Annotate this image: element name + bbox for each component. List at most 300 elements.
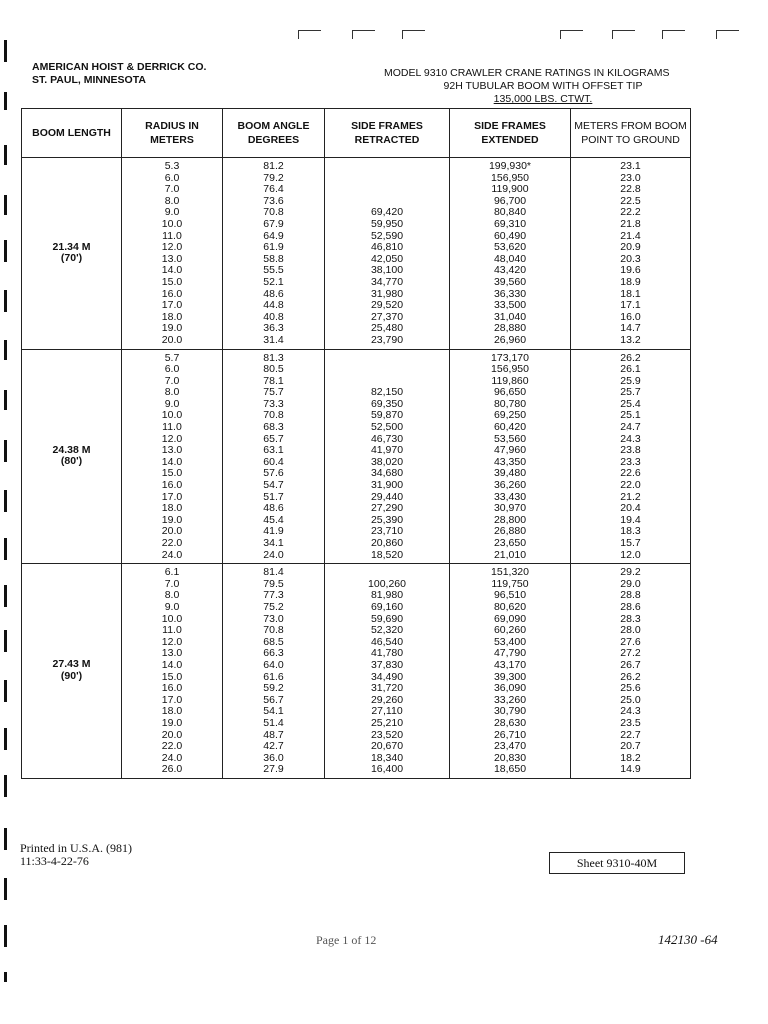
cell-retracted: 25,480 bbox=[370, 322, 404, 335]
cell-ground: 12.0 bbox=[620, 548, 641, 561]
cell-retracted bbox=[325, 173, 449, 185]
cell-ground: 21.2 bbox=[620, 490, 641, 503]
cell-ground: 29.0 bbox=[620, 577, 641, 590]
cell-extended: 26,880 bbox=[493, 525, 527, 538]
binding-mark bbox=[4, 728, 7, 750]
cell-radius: 24.0 bbox=[161, 548, 183, 561]
cell-extended: 39,480 bbox=[493, 467, 527, 480]
cell-retracted: 100,260 bbox=[368, 577, 406, 590]
cell-angle: 61.6 bbox=[263, 670, 284, 683]
cell-radius: 12.0 bbox=[161, 241, 183, 254]
boom-length-feet: (90') bbox=[60, 670, 83, 683]
cell-angle: 44.8 bbox=[263, 299, 284, 312]
cell-extended: 30,790 bbox=[493, 705, 527, 718]
cell-radius: 12.0 bbox=[161, 635, 183, 648]
handwritten-note: 142130 -64 bbox=[658, 932, 718, 947]
cell-ground: 27.6 bbox=[620, 635, 641, 648]
cell-ground: 21.8 bbox=[620, 217, 641, 230]
col-ground bbox=[571, 158, 691, 350]
cell-extended: 23,650 bbox=[493, 537, 527, 549]
cell-radius: 5.7 bbox=[164, 351, 180, 364]
cell-extended: 151,320 bbox=[491, 566, 529, 579]
binding-mark bbox=[4, 828, 7, 850]
cell-angle: 75.7 bbox=[263, 386, 284, 399]
cell-extended: 28,800 bbox=[493, 513, 527, 526]
model-subtitle: 92H TUBULAR BOOM WITH OFFSET TIP bbox=[443, 80, 643, 92]
cell-angle: 77.3 bbox=[263, 589, 284, 602]
cell-extended: 43,170 bbox=[493, 658, 527, 671]
cell-angle: 48.7 bbox=[263, 728, 284, 741]
cell-radius: 6.1 bbox=[164, 566, 180, 579]
cell-radius: 19.0 bbox=[161, 322, 183, 335]
cell-radius: 18.0 bbox=[161, 502, 183, 515]
cell-retracted: 31,980 bbox=[370, 287, 404, 300]
cell-retracted: 69,350 bbox=[370, 397, 404, 410]
cell-retracted: 31,720 bbox=[370, 682, 404, 695]
cell-extended: 69,250 bbox=[493, 409, 527, 422]
cell-radius: 11.0 bbox=[162, 229, 182, 242]
cell-extended: 30,970 bbox=[493, 502, 527, 515]
cell-ground: 22.8 bbox=[620, 183, 641, 196]
cell-extended: 48,040 bbox=[493, 252, 527, 265]
model-title: MODEL 9310 CRAWLER CRANE RATINGS IN KILOGRAMS bbox=[384, 67, 670, 79]
boom-group-row bbox=[22, 564, 691, 779]
cell-angle: 51.7 bbox=[263, 490, 284, 503]
cell-radius: 6.0 bbox=[164, 171, 180, 184]
cell-ground: 20.7 bbox=[620, 740, 641, 753]
cell-angle: 52.1 bbox=[263, 275, 284, 288]
cell-angle: 66.3 bbox=[263, 647, 284, 660]
table-header-row bbox=[22, 109, 691, 158]
cell-angle: 75.2 bbox=[263, 600, 284, 613]
header-side-retracted: SIDE FRAMES RETRACTED bbox=[325, 109, 450, 158]
col-ground bbox=[571, 564, 691, 779]
cell-radius: 9.0 bbox=[164, 206, 180, 219]
cell-angle: 73.0 bbox=[263, 612, 284, 625]
cell-angle: 48.6 bbox=[263, 287, 284, 300]
cell-angle: 64.0 bbox=[263, 658, 284, 671]
cell-radius: 22.0 bbox=[161, 740, 183, 753]
cell-ground: 23.1 bbox=[620, 160, 641, 172]
col-angle bbox=[223, 564, 325, 779]
cell-extended: 43,420 bbox=[493, 264, 527, 277]
cell-angle: 24.0 bbox=[263, 548, 284, 561]
cell-extended: 36,090 bbox=[493, 682, 527, 695]
cell-retracted: 23,520 bbox=[370, 728, 404, 741]
printed-in: Printed in U.S.A. (981) bbox=[20, 841, 132, 855]
cell-retracted: 29,260 bbox=[370, 693, 404, 706]
cell-angle: 79.5 bbox=[263, 577, 284, 590]
cell-retracted: 23,710 bbox=[370, 525, 404, 538]
cell-angle: 56.7 bbox=[263, 693, 284, 706]
cell-retracted: 41,970 bbox=[370, 444, 404, 457]
binding-mark bbox=[4, 775, 7, 797]
cell-retracted: 18,340 bbox=[370, 751, 404, 764]
cell-ground: 25.9 bbox=[620, 374, 641, 387]
cell-ground: 25.1 bbox=[620, 409, 641, 422]
cell-ground: 29.2 bbox=[620, 566, 641, 579]
cell-radius: 22.0 bbox=[161, 537, 183, 549]
cell-radius: 9.0 bbox=[164, 397, 180, 410]
cell-radius: 13.0 bbox=[161, 647, 183, 660]
cell-extended: 36,260 bbox=[493, 479, 527, 492]
binding-mark bbox=[4, 680, 7, 702]
cell-extended: 119,750 bbox=[491, 577, 529, 590]
col-radius bbox=[122, 158, 223, 350]
page-number: Page 1 of 12 bbox=[316, 933, 377, 947]
cell-angle: 76.4 bbox=[263, 183, 284, 196]
cell-radius: 8.0 bbox=[164, 386, 180, 399]
cell-ground: 26.2 bbox=[620, 670, 641, 683]
header-radius: RADIUS IN METERS bbox=[122, 109, 223, 158]
print-info bbox=[20, 842, 132, 868]
cell-radius: 17.0 bbox=[161, 490, 183, 503]
print-code: 11:33-4-22-76 bbox=[20, 854, 89, 868]
cell-extended: 80,780 bbox=[493, 397, 527, 410]
binding-mark bbox=[4, 290, 7, 312]
cell-radius: 10.0 bbox=[161, 612, 183, 625]
cell-extended: 80,620 bbox=[493, 600, 527, 613]
scan-mark bbox=[298, 30, 321, 39]
cell-angle: 51.4 bbox=[263, 716, 284, 729]
cell-ground: 15.7 bbox=[620, 537, 641, 549]
binding-mark bbox=[4, 925, 7, 947]
cell-retracted: 38,100 bbox=[370, 264, 404, 277]
cell-ground: 21.4 bbox=[620, 229, 641, 242]
cell-ground: 18.2 bbox=[620, 751, 641, 764]
col-retracted bbox=[325, 158, 450, 350]
cell-extended: 119,860 bbox=[491, 374, 529, 387]
cell-angle: 78.1 bbox=[263, 374, 284, 387]
cell-ground: 13.2 bbox=[620, 333, 641, 346]
model-header bbox=[384, 67, 702, 106]
cell-extended: 26,960 bbox=[493, 333, 527, 346]
cell-retracted: 81,980 bbox=[370, 589, 404, 602]
cell-extended: 119,900 bbox=[491, 183, 529, 196]
cell-radius: 14.0 bbox=[161, 455, 183, 468]
cell-extended: 23,470 bbox=[493, 740, 527, 753]
cell-ground: 23.0 bbox=[620, 171, 641, 184]
scan-mark bbox=[662, 30, 685, 39]
scan-mark bbox=[612, 30, 635, 39]
col-extended bbox=[450, 158, 571, 350]
cell-ground: 22.6 bbox=[620, 467, 641, 480]
cell-ground: 26.7 bbox=[620, 658, 641, 671]
cell-retracted: 31,900 bbox=[370, 479, 404, 492]
cell-extended: 60,490 bbox=[493, 229, 527, 242]
cell-ground: 18.1 bbox=[620, 287, 641, 300]
cell-ground: 25.4 bbox=[620, 397, 641, 410]
col-extended bbox=[450, 349, 571, 564]
cell-angle: 61.9 bbox=[263, 241, 284, 254]
cell-extended: 47,960 bbox=[493, 444, 527, 457]
header-meters-ground: METERS FROM BOOM POINT TO GROUND bbox=[571, 109, 691, 158]
cell-angle: 81.3 bbox=[263, 351, 284, 364]
cell-angle: 63.1 bbox=[263, 444, 284, 457]
boom-length-cell bbox=[22, 158, 122, 350]
cell-retracted bbox=[325, 184, 449, 196]
boom-length-meters: 21.34 M bbox=[52, 240, 91, 253]
cell-extended: 96,650 bbox=[493, 386, 527, 399]
cell-angle: 65.7 bbox=[263, 432, 284, 445]
cell-retracted: 27,110 bbox=[371, 705, 403, 718]
cell-angle: 57.6 bbox=[263, 467, 284, 480]
cell-extended: 173,170 bbox=[491, 351, 529, 364]
cell-ground: 14.7 bbox=[620, 322, 641, 335]
cell-ground: 19.6 bbox=[620, 264, 641, 277]
cell-angle: 73.6 bbox=[263, 194, 284, 207]
cell-extended: 53,560 bbox=[493, 432, 527, 445]
cell-radius: 19.0 bbox=[161, 513, 183, 526]
boom-length-meters: 27.43 M bbox=[52, 658, 91, 671]
cell-retracted: 59,690 bbox=[370, 612, 404, 625]
cell-extended: 43,350 bbox=[493, 455, 527, 468]
cell-extended: 28,630 bbox=[493, 716, 527, 729]
cell-angle: 48.6 bbox=[263, 502, 284, 515]
cell-extended: 39,560 bbox=[493, 275, 527, 288]
cell-angle: 81.2 bbox=[263, 160, 284, 172]
cell-ground: 20.9 bbox=[620, 241, 641, 254]
cell-retracted bbox=[325, 353, 449, 365]
boom-group-row bbox=[22, 158, 691, 350]
cell-extended: 60,420 bbox=[493, 421, 527, 434]
cell-retracted: 23,790 bbox=[370, 333, 404, 346]
cell-radius: 20.0 bbox=[161, 333, 183, 346]
cell-ground: 16.0 bbox=[620, 310, 641, 323]
cell-ground: 28.3 bbox=[620, 612, 641, 625]
col-angle bbox=[223, 349, 325, 564]
cell-retracted: 42,050 bbox=[370, 252, 404, 265]
col-retracted bbox=[325, 349, 450, 564]
cell-radius: 11.0 bbox=[162, 624, 182, 637]
cell-retracted: 59,870 bbox=[370, 409, 404, 422]
cell-angle: 67.9 bbox=[263, 217, 284, 230]
cell-radius: 17.0 bbox=[161, 693, 183, 706]
cell-radius: 8.0 bbox=[164, 194, 180, 207]
cell-angle: 68.3 bbox=[263, 421, 284, 434]
scan-mark bbox=[716, 30, 739, 39]
cell-extended: 199,930* bbox=[488, 160, 532, 172]
scan-mark bbox=[352, 30, 375, 39]
cell-angle: 64.9 bbox=[263, 229, 284, 242]
cell-retracted: 37,830 bbox=[370, 658, 404, 671]
cell-retracted: 29,520 bbox=[370, 299, 404, 312]
cell-ground: 27.2 bbox=[620, 647, 641, 660]
cell-angle: 54.1 bbox=[263, 705, 284, 718]
cell-extended: 80,840 bbox=[493, 206, 527, 219]
cell-ground: 28.6 bbox=[620, 600, 641, 613]
cell-extended: 33,260 bbox=[493, 693, 527, 706]
binding-mark bbox=[4, 490, 7, 512]
scan-mark bbox=[560, 30, 583, 39]
binding-mark bbox=[4, 92, 7, 110]
cell-angle: 27.9 bbox=[263, 763, 284, 776]
cell-extended: 20,830 bbox=[493, 751, 527, 764]
company-name: AMERICAN HOIST & DERRICK CO. bbox=[32, 61, 207, 73]
cell-radius: 14.0 bbox=[161, 264, 183, 277]
cell-radius: 17.0 bbox=[161, 299, 183, 312]
cell-retracted: 18,520 bbox=[370, 548, 404, 561]
cell-radius: 20.0 bbox=[161, 728, 183, 741]
cell-radius: 13.0 bbox=[161, 444, 183, 457]
cell-ground: 23.5 bbox=[620, 716, 641, 729]
cell-angle: 42.7 bbox=[263, 740, 284, 753]
cell-retracted bbox=[325, 364, 449, 376]
col-extended bbox=[450, 564, 571, 779]
cell-extended: 33,430 bbox=[493, 490, 527, 503]
col-ground bbox=[571, 349, 691, 564]
boom-length-feet: (70') bbox=[60, 252, 83, 265]
cell-ground: 18.9 bbox=[620, 275, 641, 288]
cell-angle: 79.2 bbox=[263, 171, 284, 184]
cell-radius: 20.0 bbox=[161, 525, 183, 538]
cell-extended: 60,260 bbox=[493, 624, 527, 637]
cell-retracted: 27,290 bbox=[370, 502, 404, 515]
boom-length-cell bbox=[22, 349, 122, 564]
cell-ground: 26.2 bbox=[620, 351, 641, 364]
binding-mark bbox=[4, 195, 7, 215]
cell-ground: 25.6 bbox=[620, 682, 641, 695]
binding-mark bbox=[4, 538, 7, 560]
cell-retracted: 46,730 bbox=[370, 432, 404, 445]
cell-ground: 23.8 bbox=[620, 444, 641, 457]
cell-extended: 31,040 bbox=[493, 310, 527, 323]
cell-ground: 25.0 bbox=[620, 693, 641, 706]
scan-mark bbox=[402, 30, 425, 39]
cell-extended: 47,790 bbox=[493, 647, 527, 660]
cell-angle: 81.4 bbox=[263, 566, 284, 579]
cell-radius: 19.0 bbox=[161, 716, 183, 729]
cell-angle: 36.3 bbox=[263, 322, 284, 335]
cell-extended: 39,300 bbox=[493, 670, 527, 683]
cell-angle: 45.4 bbox=[263, 513, 284, 526]
cell-angle: 54.7 bbox=[263, 479, 284, 492]
cell-extended: 156,950 bbox=[491, 171, 529, 184]
cell-extended: 69,090 bbox=[493, 612, 527, 625]
cell-radius: 24.0 bbox=[161, 751, 183, 764]
cell-angle: 73.3 bbox=[263, 397, 284, 410]
binding-mark bbox=[4, 878, 7, 900]
binding-mark bbox=[4, 585, 7, 607]
binding-mark bbox=[4, 390, 7, 410]
cell-radius: 13.0 bbox=[161, 252, 183, 265]
cell-radius: 16.0 bbox=[161, 682, 183, 695]
cell-radius: 12.0 bbox=[161, 432, 183, 445]
cell-ground: 14.9 bbox=[620, 763, 641, 776]
cell-retracted: 46,810 bbox=[370, 241, 404, 254]
cell-retracted: 46,540 bbox=[370, 635, 404, 648]
boom-length-cell bbox=[22, 564, 122, 779]
cell-ground: 22.5 bbox=[620, 194, 641, 207]
cell-retracted bbox=[325, 161, 449, 173]
cell-radius: 7.0 bbox=[164, 577, 180, 590]
cell-angle: 80.5 bbox=[263, 363, 284, 376]
cell-extended: 96,510 bbox=[493, 589, 527, 602]
cell-angle: 36.0 bbox=[263, 751, 284, 764]
crane-ratings-table bbox=[21, 108, 691, 779]
header-side-extended: SIDE FRAMES EXTENDED bbox=[450, 109, 571, 158]
cell-angle: 70.8 bbox=[263, 206, 284, 219]
cell-extended: 69,310 bbox=[493, 217, 527, 230]
cell-retracted: 16,400 bbox=[370, 763, 404, 776]
cell-extended: 33,500 bbox=[493, 299, 527, 312]
header-boom-angle: BOOM ANGLE DEGREES bbox=[223, 109, 325, 158]
cell-retracted: 82,150 bbox=[370, 386, 404, 399]
cell-retracted: 52,500 bbox=[370, 421, 404, 434]
cell-extended: 53,400 bbox=[493, 635, 527, 648]
model-counterweight: 135,000 LBS. CTWT. bbox=[493, 93, 593, 105]
boom-group-row bbox=[22, 349, 691, 564]
cell-extended: 96,700 bbox=[493, 194, 527, 207]
cell-ground: 22.7 bbox=[620, 728, 641, 741]
boom-length-meters: 24.38 M bbox=[52, 443, 91, 456]
cell-ground: 23.3 bbox=[620, 455, 641, 468]
cell-radius: 7.0 bbox=[164, 374, 180, 387]
cell-retracted: 34,680 bbox=[370, 467, 404, 480]
cell-ground: 19.4 bbox=[620, 513, 641, 526]
cell-radius: 6.0 bbox=[164, 363, 180, 376]
binding-mark bbox=[4, 630, 7, 652]
cell-angle: 31.4 bbox=[263, 333, 284, 346]
cell-extended: 18,650 bbox=[493, 763, 527, 776]
cell-extended: 28,880 bbox=[493, 322, 527, 335]
cell-radius: 11.0 bbox=[162, 421, 182, 434]
cell-angle: 68.5 bbox=[263, 635, 284, 648]
cell-retracted: 20,860 bbox=[370, 537, 404, 549]
cell-angle: 60.4 bbox=[263, 455, 284, 468]
cell-ground: 28.8 bbox=[620, 589, 641, 602]
cell-radius: 5.3 bbox=[164, 160, 180, 172]
boom-length-feet: (80') bbox=[60, 455, 83, 468]
cell-extended: 21,010 bbox=[493, 548, 527, 561]
col-retracted bbox=[325, 564, 450, 779]
cell-retracted: 59,950 bbox=[370, 217, 404, 230]
col-radius bbox=[122, 564, 223, 779]
cell-ground: 24.7 bbox=[620, 421, 641, 434]
cell-radius: 18.0 bbox=[161, 705, 183, 718]
cell-radius: 15.0 bbox=[161, 467, 183, 480]
binding-mark bbox=[4, 440, 7, 462]
cell-retracted: 69,420 bbox=[370, 206, 404, 219]
cell-ground: 28.0 bbox=[620, 624, 641, 637]
cell-radius: 16.0 bbox=[161, 479, 183, 492]
binding-mark bbox=[4, 145, 7, 165]
cell-retracted: 69,160 bbox=[370, 600, 404, 613]
company-header bbox=[32, 61, 206, 87]
col-radius bbox=[122, 349, 223, 564]
cell-retracted: 52,320 bbox=[370, 624, 404, 637]
cell-extended: 53,620 bbox=[493, 241, 527, 254]
cell-ground: 17.1 bbox=[620, 299, 641, 312]
cell-ground: 25.7 bbox=[620, 386, 641, 399]
cell-angle: 58.8 bbox=[263, 252, 284, 265]
cell-angle: 70.8 bbox=[263, 409, 284, 422]
cell-ground: 22.0 bbox=[620, 479, 641, 492]
cell-ground: 20.4 bbox=[620, 502, 641, 515]
cell-radius: 26.0 bbox=[161, 763, 183, 776]
cell-angle: 40.8 bbox=[263, 310, 284, 323]
cell-ground: 20.3 bbox=[620, 252, 641, 265]
cell-radius: 15.0 bbox=[161, 670, 183, 683]
cell-extended: 36,330 bbox=[493, 287, 527, 300]
col-angle bbox=[223, 158, 325, 350]
cell-radius: 14.0 bbox=[161, 658, 183, 671]
cell-radius: 8.0 bbox=[164, 589, 180, 602]
cell-radius: 16.0 bbox=[161, 287, 183, 300]
cell-ground: 24.3 bbox=[620, 432, 641, 445]
header-boom-length: BOOM LENGTH bbox=[22, 109, 122, 158]
cell-retracted: 38,020 bbox=[370, 455, 404, 468]
